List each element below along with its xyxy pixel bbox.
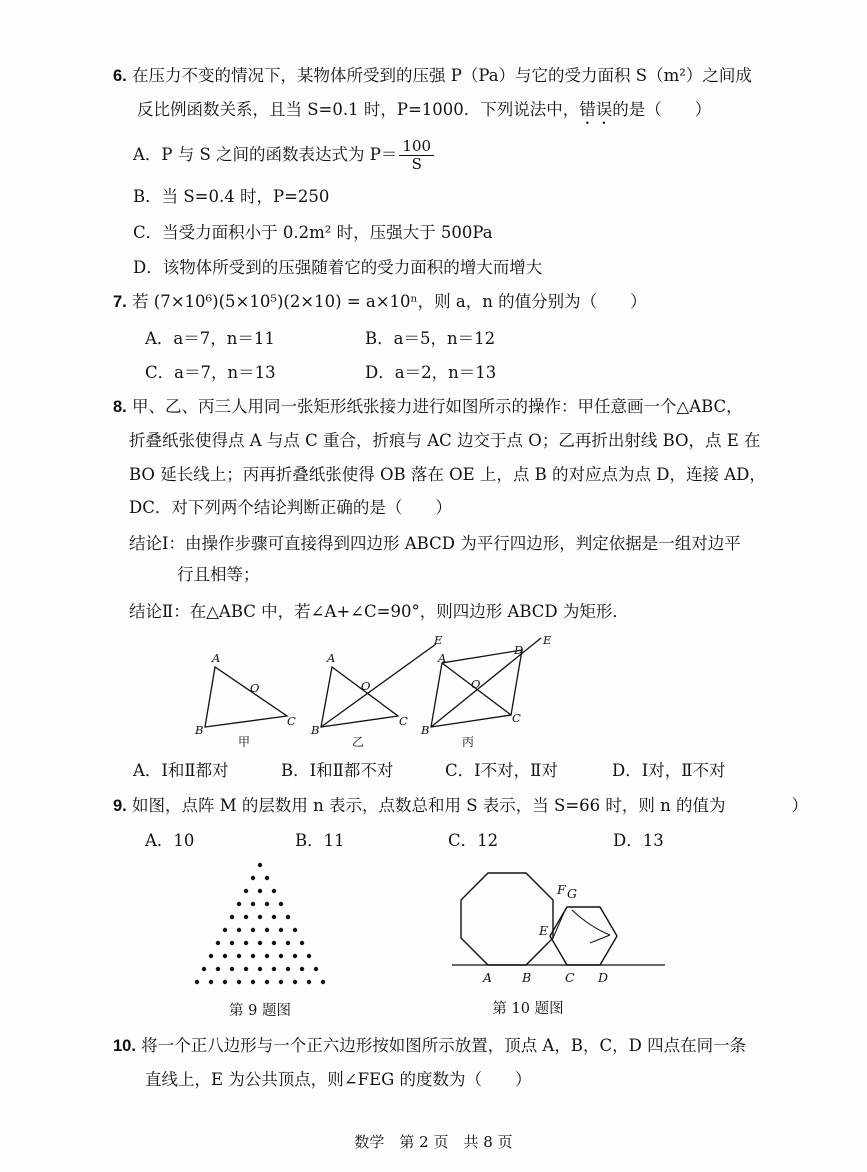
lattice-dot xyxy=(237,928,241,932)
lattice-dot xyxy=(286,915,290,919)
jia-label-b: B xyxy=(195,723,204,737)
lattice-dot xyxy=(307,980,311,984)
lattice-dot xyxy=(223,928,227,932)
q9-dot-triangle-figure xyxy=(160,855,360,1025)
bing-label-a: A xyxy=(438,651,447,665)
q6-option-a-fraction xyxy=(399,138,434,173)
q10-line2: 直线上，E 为公共顶点，则∠FEG 的度数为（ ） xyxy=(145,1070,532,1089)
lattice-dot xyxy=(251,876,255,880)
q8-option-b: B．Ⅰ和Ⅱ都不对 xyxy=(281,761,394,780)
lattice-dot xyxy=(202,967,206,971)
lattice-dot xyxy=(286,941,290,945)
lattice-dot xyxy=(265,928,269,932)
q8-line3: BO 延长线上；丙再折叠纸张使得 OB 落在 OE 上，点 B 的对应点为点 D，连接 AD， xyxy=(129,465,766,484)
jia-caption: 甲 xyxy=(238,735,251,749)
lattice-dot xyxy=(216,967,220,971)
q9-option-a: A．10 xyxy=(145,831,195,850)
lattice-dot xyxy=(258,889,262,893)
q8-stem-1: 甲、乙、丙三人用同一张矩形纸张接力进行如图所示的操作：甲任意画一个△ABC， xyxy=(132,397,743,416)
jia-triangle xyxy=(205,667,287,727)
lattice-dot xyxy=(272,889,276,893)
q6-number: 6. xyxy=(113,67,127,85)
lattice-dot xyxy=(279,980,283,984)
lattice-dot xyxy=(265,876,269,880)
q10-label-f: F xyxy=(557,882,566,897)
q10-line1 xyxy=(113,1034,746,1058)
lattice-dot xyxy=(265,980,269,984)
yi-label-o: O xyxy=(361,679,371,693)
lattice-dot xyxy=(230,967,234,971)
q9-option-c: C．12 xyxy=(448,831,499,850)
lattice-dot xyxy=(300,967,304,971)
q10-polygon-figure xyxy=(450,855,670,1025)
lattice-dot xyxy=(209,980,213,984)
q8-conclusion-1-cont: 行且相等； xyxy=(177,565,260,584)
q10-stem-1: 将一个正八边形与一个正六边形按如图所示放置，顶点 A，B，C，D 四点在同一条 xyxy=(141,1036,747,1055)
lattice-dot xyxy=(244,889,248,893)
yi-label-a: A xyxy=(327,651,336,665)
lattice-dot xyxy=(230,941,234,945)
q8-option-c: C．Ⅰ不对，Ⅱ对 xyxy=(445,761,558,780)
jia-label-a: A xyxy=(212,651,221,665)
lattice-dot xyxy=(223,980,227,984)
q7-option-b: B．a＝5，n＝12 xyxy=(365,329,496,348)
q10-label-a: A xyxy=(483,970,493,985)
q7-option-d: D．a＝2，n＝13 xyxy=(365,363,497,382)
lattice-dot xyxy=(244,941,248,945)
lattice-dot xyxy=(258,967,262,971)
q6-stem-2b: 的是（ ） xyxy=(612,100,712,119)
q8-line4: DC．对下列两个结论判断正确的是（ ） xyxy=(129,498,452,517)
fraction-numerator: 100 xyxy=(399,138,434,156)
bing-caption: 丙 xyxy=(462,735,475,749)
lattice-dot xyxy=(279,902,283,906)
lattice-dot xyxy=(244,967,248,971)
lattice-dot xyxy=(223,954,227,958)
jia-label-o: O xyxy=(250,681,260,695)
q6-stem-1: 在压力不变的情况下，某物体所受到的压强 P（Pa）与它的受力面积 S（m²）之间成 xyxy=(132,66,752,85)
lattice-dot xyxy=(272,967,276,971)
lattice-dot xyxy=(237,980,241,984)
lattice-dot xyxy=(321,980,325,984)
lattice-dot xyxy=(265,902,269,906)
lattice-dot xyxy=(195,980,199,984)
lattice-dot xyxy=(293,954,297,958)
q9-stem: 如图，点阵 M 的层数用 n 表示，点数总和用 S 表示，当 S=66 时，则 n 的值为 ） xyxy=(132,796,809,815)
lattice-dot xyxy=(258,915,262,919)
lattice-dot xyxy=(251,954,255,958)
bing-label-o: O xyxy=(471,677,481,691)
bing-ray-be xyxy=(431,638,541,727)
lattice-dot xyxy=(279,954,283,958)
lattice-dot xyxy=(272,941,276,945)
q6-stem-2a: 反比例函数关系，且当 S=0.1 时，P=1000．下列说法中， xyxy=(137,100,580,119)
q10-label-g: G xyxy=(567,886,577,901)
q6-line1 xyxy=(113,64,752,88)
lattice-dot xyxy=(209,954,213,958)
q8-figures xyxy=(180,630,580,755)
lattice-dot xyxy=(279,928,283,932)
q7-option-a: A．a＝7，n＝11 xyxy=(145,329,275,348)
q6-option-b: B．当 S=0.4 时，P=250 xyxy=(133,187,330,206)
bing-label-e: E xyxy=(543,633,552,647)
q10-label-d: D xyxy=(598,970,609,985)
yi-label-e: E xyxy=(434,633,443,647)
q10-figure-caption: 第 10 题图 xyxy=(492,1001,564,1017)
lattice-dot xyxy=(237,902,241,906)
q10-number: 10. xyxy=(113,1037,136,1055)
lattice-dot xyxy=(251,902,255,906)
yi-ray-bo xyxy=(321,644,436,727)
bing-label-c: C xyxy=(512,711,521,725)
lattice-dot xyxy=(251,980,255,984)
lattice-dot xyxy=(293,928,297,932)
lattice-dot xyxy=(314,967,318,971)
yi-caption: 乙 xyxy=(352,735,365,749)
q7-option-c: C．a＝7，n＝13 xyxy=(145,363,276,382)
lattice-dot xyxy=(286,967,290,971)
q6-line2 xyxy=(137,98,711,128)
q6-option-a-text: A．P 与 S 之间的函数表达式为 P＝ xyxy=(133,145,398,164)
q7-stem-line xyxy=(113,290,647,314)
lattice-dot xyxy=(258,941,262,945)
q10-line-ef xyxy=(553,908,566,938)
q9-dot-lattice xyxy=(195,863,325,984)
q10-regular-octagon xyxy=(461,873,553,965)
lattice-dot xyxy=(300,941,304,945)
q6-option-a xyxy=(133,138,434,173)
q6-option-c: C．当受力面积小于 0.2m² 时，压强大于 500Pa xyxy=(133,223,493,242)
jia-label-c: C xyxy=(287,714,296,728)
yi-label-c: C xyxy=(399,714,408,728)
lattice-dot xyxy=(251,928,255,932)
q8-option-a: A．Ⅰ和Ⅱ都对 xyxy=(133,761,229,780)
lattice-dot xyxy=(237,954,241,958)
yi-label-b: B xyxy=(311,723,320,737)
q10-label-e: E xyxy=(539,923,549,938)
q6-emphasis-word: 错误 xyxy=(579,100,613,119)
q10-label-b: B xyxy=(522,970,532,985)
lattice-dot xyxy=(244,915,248,919)
page-footer: 数学 第 2 页 共 8 页 xyxy=(354,1133,513,1151)
bing-label-d: D xyxy=(514,643,524,657)
q8-number: 8. xyxy=(113,398,127,416)
lattice-dot xyxy=(293,980,297,984)
q8-line1 xyxy=(113,395,743,419)
lattice-dot xyxy=(216,941,220,945)
bing-label-b: B xyxy=(421,723,430,737)
fraction-denominator: S xyxy=(411,155,422,173)
q8-conclusion-1: 结论Ⅰ：由操作步骤可直接得到四边形 ABCD 为平行四边形，判定依据是一组对边平 xyxy=(129,534,741,553)
lattice-dot xyxy=(258,863,262,867)
q9-number: 9. xyxy=(113,797,127,815)
q7-stem: 若 (7×10⁶)(5×10⁵)(2×10) = a×10ⁿ，则 a，n 的值分别为（ ） xyxy=(132,292,647,311)
q6-option-d: D．该物体所受到的压强随着它的受力面积的增大而增大 xyxy=(133,258,543,277)
q8-conclusion-2: 结论Ⅱ：在△ABC 中，若∠A+∠C=90°，则四边形 ABCD 为矩形． xyxy=(129,602,629,621)
q9-figure-caption: 第 9 题图 xyxy=(229,1003,291,1019)
lattice-dot xyxy=(265,954,269,958)
q10-label-c: C xyxy=(565,970,575,985)
q9-stem-line xyxy=(113,794,808,818)
lattice-dot xyxy=(272,915,276,919)
lattice-dot xyxy=(307,954,311,958)
lattice-dot xyxy=(230,915,234,919)
q9-option-d: D．13 xyxy=(613,831,664,850)
q7-number: 7. xyxy=(113,293,127,311)
q8-line2: 折叠纸张使得点 A 与点 C 重合，折痕与 AC 边交于点 O；乙再折出射线 BO，点 E 在 xyxy=(129,431,761,450)
q8-option-d: D．Ⅰ对，Ⅱ不对 xyxy=(612,761,726,780)
q9-option-b: B．11 xyxy=(295,831,345,850)
